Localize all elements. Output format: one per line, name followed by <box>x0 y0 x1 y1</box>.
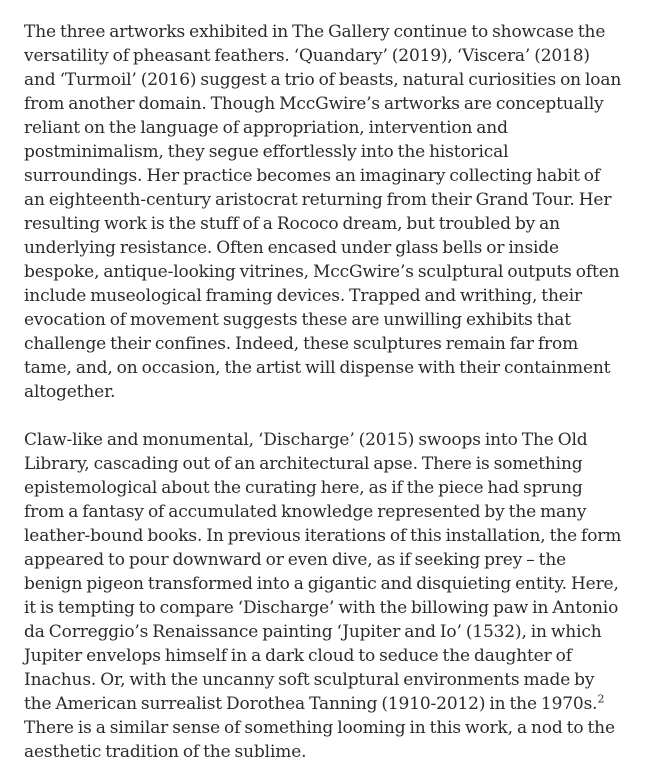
article-body <box>24 20 624 764</box>
paragraph-discharge <box>24 428 624 764</box>
paragraph-discharge-text: Claw-like and monumental, ‘Discharge’ (2015) swoops into The Old Library, cascading out of an architectural apse. There is something epistemological about the curating here, as if the piece had sprung from a fantasy of accumulated knowledge represented by the many leather-bound books. In previous iterations of this installation, the form appeared to pour downward or even dive, as if seeking prey – the benign pigeon transformed into a gigantic and disquieting entity. Here, it is tempting to compare ‘Discharge’ with the billowing paw in Antonio da Correggio’s Renaissance painting ‘Jupiter and Io’ (1532), in which Jupiter envelops himself in a dark cloud to seduce the daughter of Inachus. Or, with the uncanny soft sculptural environments made by the American surrealist Dorothea Tanning (1910-2012) in the 1970s. <box>24 430 622 714</box>
footnote-reference[interactable]: 2 <box>597 692 605 706</box>
paragraph-discharge-text-continued: There is a similar sense of something looming in this work, a nod to the aesthetic tradition of the sublime. <box>24 718 615 762</box>
paragraph-gallery-artworks: The three artworks exhibited in The Gallery continue to showcase the versatility of pheasant feathers. ‘Quandary’ (2019), ‘Viscera’ (2018) and ‘Turmoil’ (2016) suggest a trio of beasts, natural curiosities on loan from another domain. Though MccGwire’s artworks are conceptually reliant on the language of appropriation, intervention and postminimalism, they segue effortlessly into the historical surroundings. Her practice becomes an imaginary collecting habit of an eighteenth-century aristocrat returning from their Grand Tour. Her resulting work is the stuff of a Rococo dream, but troubled by an underlying resistance. Often encased under glass bells or inside bespoke, antique-looking vitrines, MccGwire’s sculptural outputs often include museological framing devices. Trapped and writhing, their evocation of movement suggests these are unwilling exhibits that challenge their confines. Indeed, these sculptures remain far from tame, and, on occasion, the artist will dispense with their containment altogether. <box>24 22 622 402</box>
